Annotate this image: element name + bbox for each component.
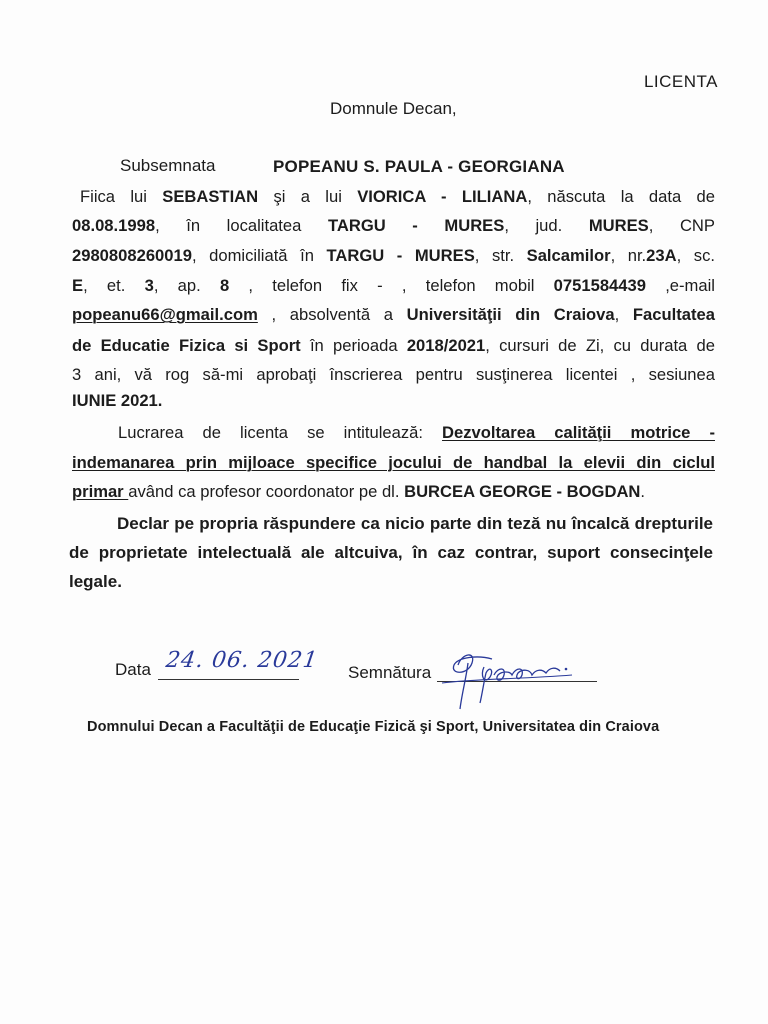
addressee-footer: Domnului Decan a Facultăţii de Educaţie Fizică şi Sport, Universitatea din Craiova — [87, 719, 660, 735]
body-line-5: popeanu66@gmail.com , absolventă a Universităţii din Craiova, Facultatea — [72, 305, 715, 324]
student-name: POPEANU S. PAULA - GEORGIANA — [273, 157, 565, 176]
declaration-text: Declar pe propria răspundere ca nicio parte din teză nu încalcă drepturile de proprietate intelectuală ale altcuiva, în caz contrar, suport consecinţele legale. — [69, 514, 713, 591]
thesis-line-1: Lucrarea de licenta se intitulează: Dezvoltarea calităţii motrice - — [118, 423, 715, 442]
body-line-4: E, et. 3, ap. 8 , telefon fix - , telefon mobil 0751584439 ,e-mail — [72, 276, 715, 295]
thesis-line-2: indemanarea prin mijloace specifice jocului de handbal la elevii din ciclul — [72, 453, 715, 472]
document-type-label: LICENTA — [643, 72, 718, 91]
body-line-6: de Educatie Fizica si Sport în perioada 2018/2021, cursuri de Zi, cu durata de — [72, 336, 715, 355]
handwritten-signature — [432, 645, 582, 715]
handwritten-date: 24. 06. 2021 — [164, 648, 320, 673]
salutation: Domnule Decan, — [330, 99, 457, 118]
body-line-2: 08.08.1998, în localitatea TARGU - MURES, jud. MURES, CNP — [72, 216, 715, 235]
date-label: Data — [115, 660, 151, 679]
body-line-1: Fiica lui SEBASTIAN şi a lui VIORICA - LILIANA, născuta la data de — [80, 187, 715, 206]
body-line-8: IUNIE 2021. — [72, 391, 163, 410]
signature-label: Semnătura — [348, 663, 432, 682]
thesis-line-3: primar având ca profesor coordonator pe dl. BURCEA GEORGE - BOGDAN. — [72, 482, 646, 501]
body-line-7: 3 ani, vă rog să-mi aprobaţi înscrierea pentru susţinerea licentei , sesiunea — [72, 365, 715, 384]
date-underline — [158, 679, 299, 680]
name-label: Subsemnata — [120, 156, 216, 175]
body-line-3: 2980808260019, domiciliată în TARGU - MURES, str. Salcamilor, nr.23A, sc. — [72, 246, 715, 265]
